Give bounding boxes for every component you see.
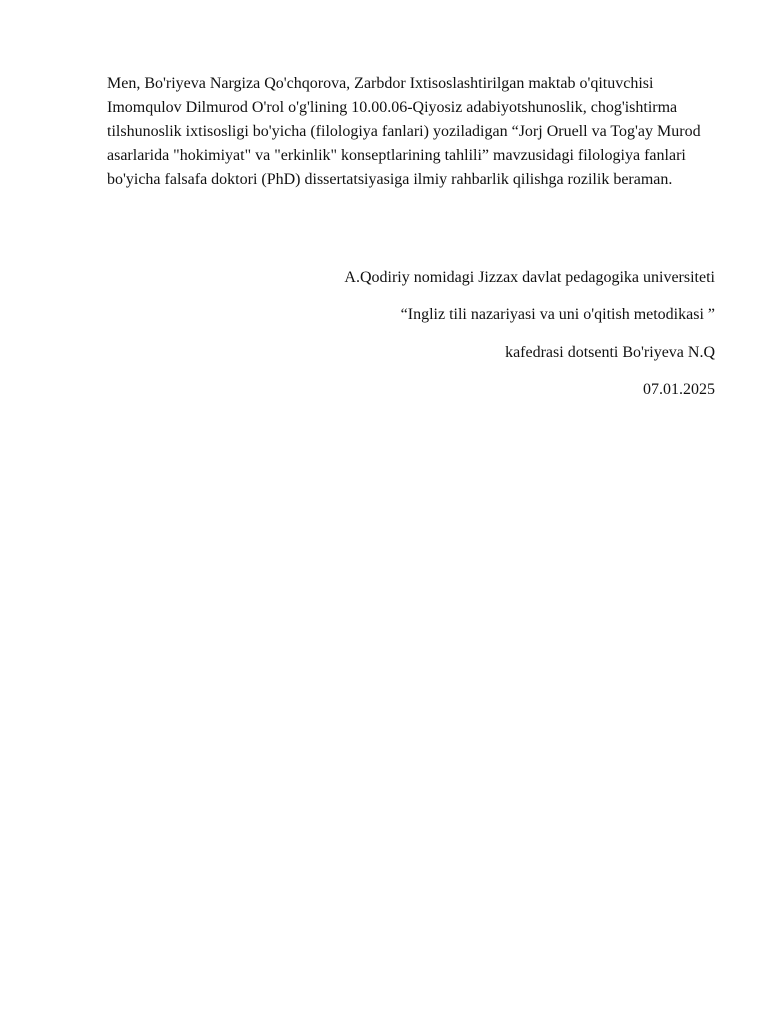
signature-position: kafedrasi dotsenti Bo'riyeva N.Q	[505, 344, 715, 361]
consent-paragraph: Men, Bo'riyeva Nargiza Qo'chqorova, Zarbdor Ixtisoslashtirilgan maktab o'qituvchisi Imomqulov Dilmurod O'rol o'g'lining 10.00.06-Qiyosiz adabiyotshunoslik, chog'ishtirma tilshunoslik ixtisosligi bo'yicha (filologiya fanlari) yoziladigan “Jorj Oruell va Tog'ay Murod asarlarida "hokimiyat" va "erkinlik" konseptlarining tahlili” mavzusidagi filologiya fanlari bo'yicha falsafa doktori (PhD) dissertatsiyasiga ilmiy rahbarlik qilishga rozilik beraman.	[107, 75, 701, 188]
signature-university: A.Qodiriy nomidagi Jizzax davlat pedagogika universiteti	[344, 269, 715, 286]
signature-department: “Ingliz tili nazariyasi va uni o'qitish metodikasi ”	[400, 306, 715, 323]
signature-date: 07.01.2025	[643, 381, 715, 398]
